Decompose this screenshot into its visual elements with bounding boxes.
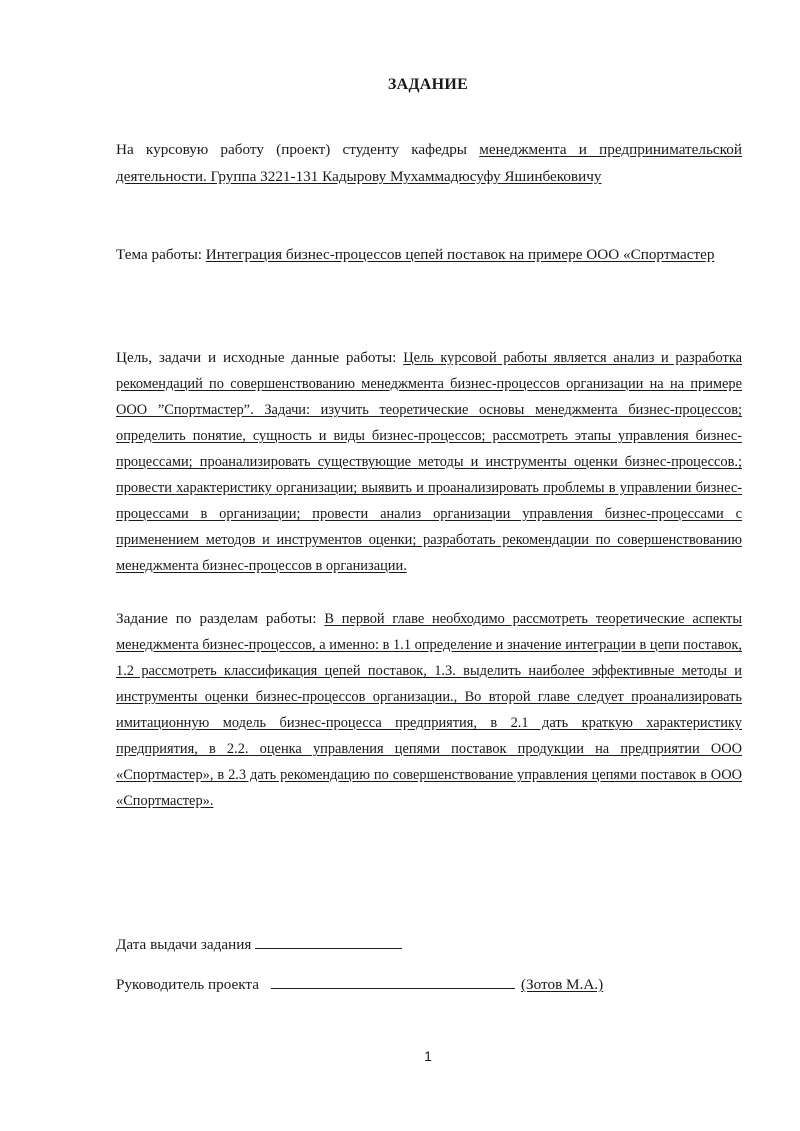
supervisor-row: [116, 974, 603, 994]
page-title: ЗАДАНИЕ: [387, 76, 469, 93]
sections-paragraph: [116, 606, 742, 814]
sections-value: В первой главе необходимо рассмотреть теоретические аспекты менеджмента бизнес-процессов, а именно: в 1.1 определение и значение интеграции в цепи поставок, 1.2 рассмотреть классификация цепей поставок, 1.3. выделить наиболее эффективные методы и инструменты оценки бизнес-процессов организации., Во второй главе следует проанализировать имитационную модель бизнес-процесса предприятия, в 2.1 дать краткую характеристику предприятия, в 2.2. оценка управления цепями поставок продукции на предприятии ООО «Спортмастер», в 2.3 дать рекомендацию по совершенствование управления цепями поставок в ООО «Спортмастер».: [116, 611, 743, 809]
page-number: 1: [424, 1048, 432, 1064]
sections-label: Задание по разделам работы:: [116, 610, 325, 627]
supervisor-name: (Зотов М.А.): [520, 976, 604, 993]
supervisor-label: Руководитель проекта: [116, 976, 259, 993]
supervisor-signature-blank: [271, 974, 515, 989]
goals-label: Цель, задачи и исходные данные работы:: [116, 349, 404, 366]
issue-date-row: [116, 934, 402, 954]
issue-date-label: Дата выдачи задания: [116, 936, 256, 953]
goals-paragraph: [116, 345, 742, 579]
topic-value: Интеграция бизнес-процессов цепей поставок на примере ООО «Спортмастер: [205, 246, 715, 263]
issue-date-blank: [255, 934, 402, 949]
topic-label: Тема работы:: [116, 246, 206, 263]
assignment-prefix: На курсовую работу (проект) студенту кафедры: [116, 141, 480, 158]
assignment-value: менеджмента и предпринимательской деятельности. Группа 3221-131 Кадырову Мухаммадюсуфу Яшинбековичу: [116, 141, 742, 185]
assignment-paragraph: [116, 136, 742, 190]
topic-paragraph: [116, 241, 742, 268]
goals-value: Цель курсовой работы является анализ и разработка рекомендаций по совершенствованию менеджмента бизнес-процессов организации на на примере ООО ”Спортмастер”. Задачи: изучить теоретические основы менеджмента бизнес-процессов; определить понятие, сущность и виды бизнес-процессов; рассмотреть этапы управления бизнес-процессами; проанализировать существующие методы и инструменты оценки бизнес-процессов.; провести характеристику организации; выявить и проанализировать проблемы в управлении бизнес-процессами в организации; провести анализ организации управления бизнес-процессами с применением методов и инструментов оценки; разработать рекомендации по совершенствованию менеджмента бизнес-процессов в организации.: [116, 350, 743, 574]
